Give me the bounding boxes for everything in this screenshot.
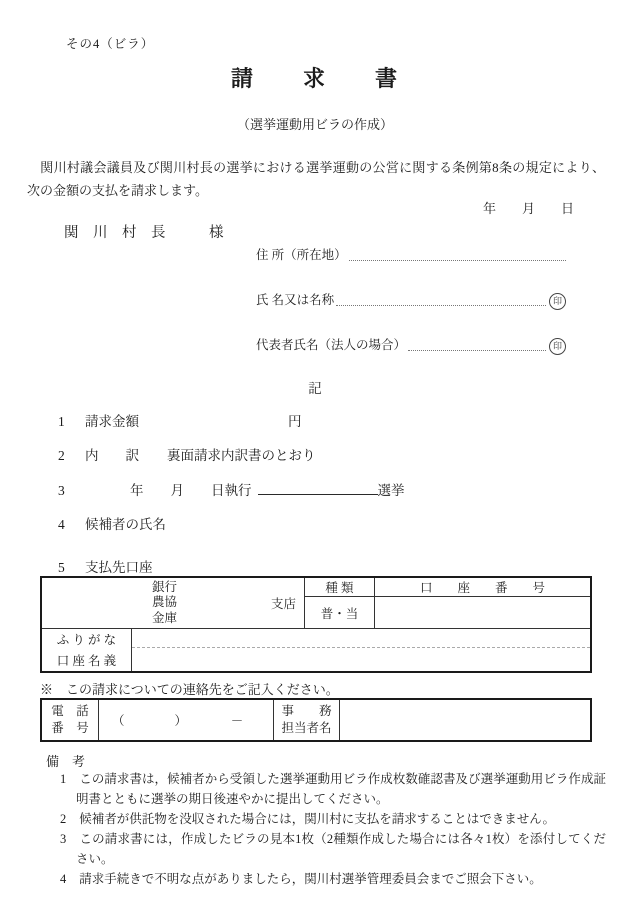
- item-election-date: [58, 479, 405, 499]
- account-type-options: 普・当: [320, 606, 359, 621]
- address-fill-line: [349, 255, 566, 261]
- bank-type-coop: 農協: [152, 595, 178, 610]
- remarks-list: [46, 769, 606, 889]
- account-type-column: [305, 578, 375, 628]
- item-number: 5: [58, 560, 65, 575]
- furigana-cell: [132, 629, 590, 648]
- item-number: 2: [58, 448, 65, 463]
- branch-label: 支店: [270, 597, 296, 611]
- account-name-label: 口 座 名 義: [56, 653, 117, 668]
- account-number-column: [375, 578, 590, 628]
- furigana-label: ふ り が な: [56, 632, 117, 647]
- item-label: 年 月 日執行: [130, 483, 252, 498]
- remark-text: 候補者が供託物を没収された場合には，関川村に支払を請求することはできません。: [79, 812, 556, 826]
- item-billed-amount: [58, 410, 302, 430]
- staff-label-line2: 担当者名: [281, 721, 332, 735]
- item-suffix: 選挙: [377, 483, 405, 498]
- account-type-header: 種 類: [305, 578, 374, 597]
- item-candidate-name: [58, 513, 166, 533]
- address-field-row: [256, 243, 566, 263]
- bank-account-table: [40, 576, 592, 673]
- name-field-row: [256, 288, 566, 308]
- account-name-cell: [132, 648, 590, 671]
- item-label: 内 訳: [85, 448, 139, 463]
- account-name-cells: [132, 629, 590, 671]
- item-number: 4: [58, 517, 65, 532]
- item-label: 支払先口座: [85, 560, 153, 575]
- remark-number: 2: [60, 812, 67, 826]
- representative-field-row: [256, 333, 566, 353]
- bank-type-shinkin: 金庫: [152, 610, 178, 625]
- staff-name-label: [274, 700, 340, 740]
- remark-text: 請求手続きで不明な点がありましたら，関川村選挙管理委員会までご照会下さい。: [79, 872, 542, 886]
- remark-number: 3: [60, 832, 67, 846]
- remark-number: 1: [60, 772, 67, 786]
- staff-name-cell: [340, 700, 590, 740]
- form-number-label: その4（ビラ）: [66, 37, 155, 51]
- item-number: 3: [58, 483, 65, 498]
- phone-number-label: [42, 700, 99, 740]
- currency-unit-label: 円: [288, 414, 302, 429]
- page-subtitle: （選挙運動用ビラの作成）: [236, 117, 393, 132]
- addressee-line: 関 川 村 長 様: [64, 225, 224, 241]
- item-label: 候補者の氏名: [85, 517, 166, 532]
- item-number: 1: [58, 414, 65, 429]
- remark-item: [46, 869, 606, 889]
- staff-label-line1: 事 務: [281, 704, 332, 718]
- representative-fill-line: [408, 345, 546, 351]
- page-title: 請 求 書: [230, 66, 399, 91]
- item-breakdown: [58, 444, 316, 464]
- account-number-header: 口 座 番 号: [375, 578, 590, 597]
- address-label: 住 所（所在地）: [256, 248, 347, 262]
- name-label: 氏 名又は名称: [256, 293, 335, 307]
- item-payee-account: [58, 556, 153, 576]
- seal-icon: 印: [549, 338, 566, 355]
- seal-icon: 印: [549, 293, 566, 310]
- remark-item: [46, 829, 606, 869]
- bank-table-top-row: [42, 578, 590, 628]
- date-line: 年 月 日: [482, 201, 574, 216]
- remark-item: [46, 809, 606, 829]
- body-paragraph: 関川村議会議員及び関川村長の選挙における選挙運動の公営に関する条例第8条の規定により、次の金額の支払を請求します。: [27, 160, 605, 198]
- contact-table: [40, 698, 592, 742]
- phone-label-line1: 電 話: [51, 704, 89, 718]
- item-label: 請求金額: [85, 414, 139, 429]
- item-value: 裏面請求内訳書のとおり: [167, 448, 316, 463]
- phone-label-line2: 番 号: [51, 721, 89, 735]
- remark-item: [46, 769, 606, 809]
- remark-number: 4: [60, 872, 67, 886]
- account-number-cell: [375, 597, 590, 628]
- name-fill-line: [336, 300, 546, 306]
- account-name-labels: [42, 629, 132, 671]
- remark-text: この請求書には，作成したビラの見本1枚（2種類作成した場合には各々1枚）を添付してください。: [76, 832, 606, 866]
- remark-text: この請求書は，候補者から受領した選挙運動用ビラ作成枚数確認書及び選挙運動用ビラ作成証明書とともに選挙の期日後速やかに提出してください。: [76, 772, 606, 806]
- bank-name-cell: [42, 578, 305, 628]
- bank-type-bank: 銀行: [152, 579, 178, 594]
- remarks-heading: 備 考: [46, 754, 86, 769]
- representative-label: 代表者氏名（法人の場合）: [256, 338, 407, 352]
- contact-instruction: ※ この請求についての連絡先をご記入ください。: [40, 682, 339, 697]
- phone-number-cell: （ ） －: [99, 700, 274, 740]
- election-name-fill-line: [258, 481, 378, 495]
- bank-table-bottom-row: [42, 628, 590, 671]
- bank-type-options: [42, 580, 177, 627]
- record-heading: 記: [308, 381, 322, 396]
